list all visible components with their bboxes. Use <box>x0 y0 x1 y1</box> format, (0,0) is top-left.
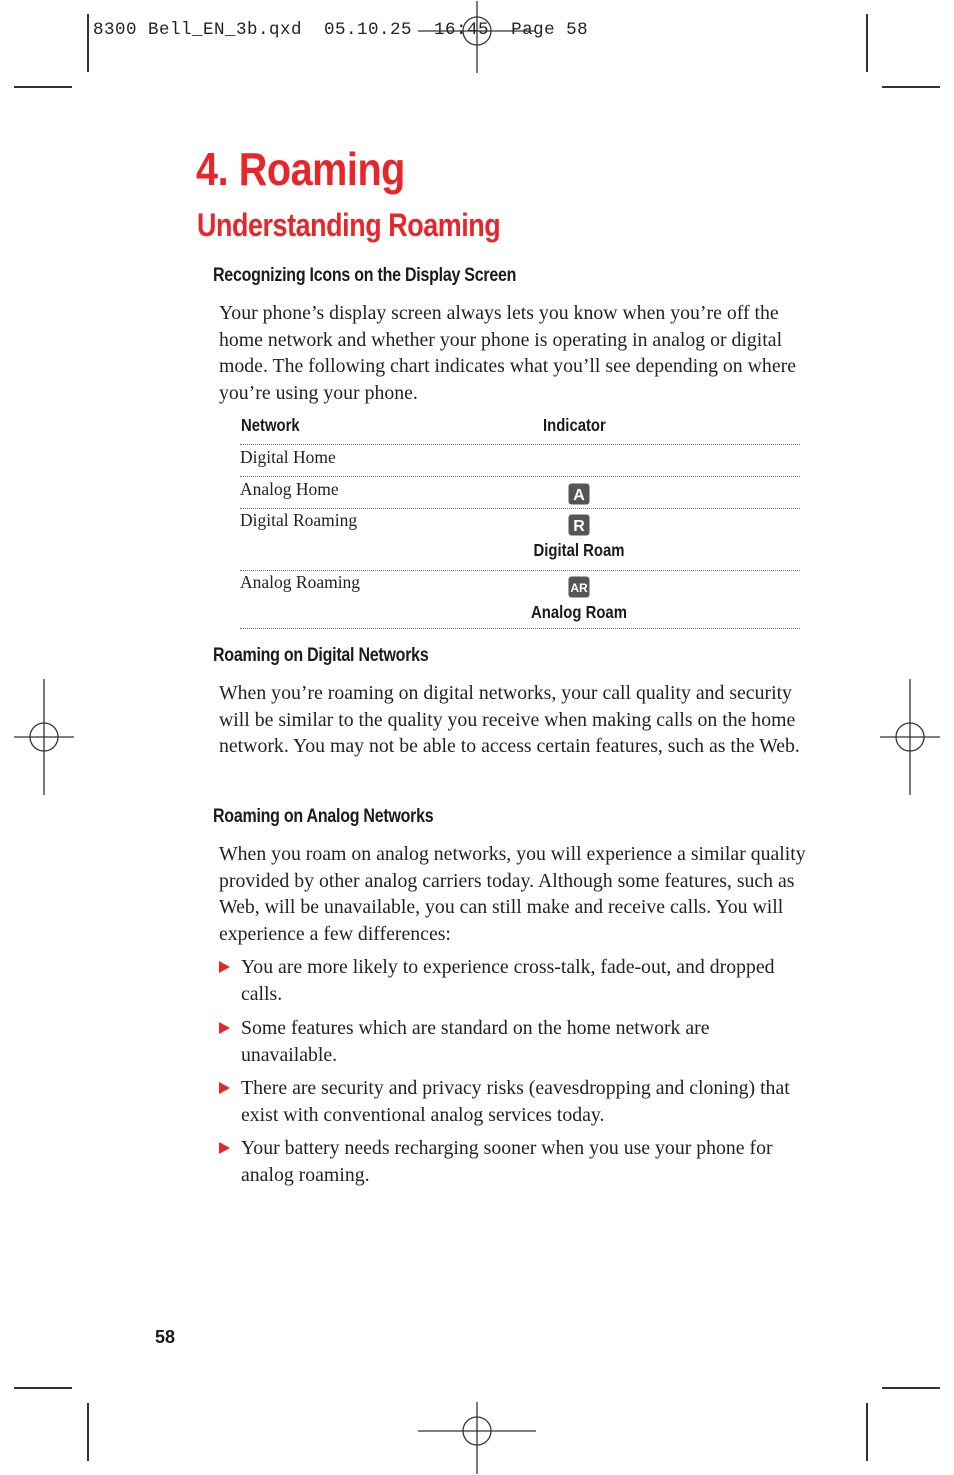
chapter-title: 4. Roaming <box>196 143 405 195</box>
table-header-indicator: Indicator <box>543 415 606 435</box>
table-cell-network: Digital Home <box>240 447 336 467</box>
table-header-network: Network <box>241 415 300 435</box>
print-slug: 8300 Bell_EN_3b.qxd 05.10.25 16:45 Page 58 <box>93 20 589 40</box>
list-item: Your battery needs recharging sooner when you use your phone for analog roaming. <box>219 1135 799 1188</box>
bullet-arrow-icon <box>219 1022 230 1034</box>
table-divider <box>240 476 800 477</box>
svg-text:AR: AR <box>570 581 588 595</box>
subheading-analog-networks: Roaming on Analog Networks <box>213 805 434 827</box>
list-item: Some features which are standard on the home network are unavailable. <box>219 1015 799 1068</box>
crop-mark <box>87 1403 89 1461</box>
table-cell-network: Digital Roaming <box>240 510 358 530</box>
registration-mark-left <box>14 679 74 795</box>
table-cell-network: Analog Home <box>240 479 339 499</box>
crop-mark <box>14 86 72 88</box>
roaming-r-icon <box>568 514 590 536</box>
list-item: You are more likely to experience cross-talk, fade-out, and dropped calls. <box>219 954 799 1007</box>
subheading-digital-networks: Roaming on Digital Networks <box>213 644 429 666</box>
registration-mark-bottom <box>418 1402 536 1474</box>
table-divider <box>240 570 800 571</box>
crop-mark <box>866 14 868 72</box>
crop-mark <box>866 1403 868 1461</box>
crop-mark <box>87 14 89 72</box>
svg-text:R: R <box>573 518 585 535</box>
list-item: There are security and privacy risks (eavesdropping and cloning) that exist with conventional analog services today. <box>219 1075 799 1128</box>
crop-mark <box>882 86 940 88</box>
table-cell-network: Analog Roaming <box>240 572 361 592</box>
table-cell-indicator-label: Analog Roam <box>531 602 627 622</box>
crop-mark <box>882 1387 940 1389</box>
registration-mark-right <box>880 679 940 795</box>
svg-text:A: A <box>573 487 585 504</box>
crop-mark <box>14 1387 72 1389</box>
paragraph-digital-networks: When you’re roaming on digital networks, your call quality and security will be similar to the quality you receive when making calls on the home network. You may not be able to access certain features, such as the Web. <box>219 682 800 758</box>
bullet-arrow-icon <box>219 1082 230 1094</box>
analog-a-icon <box>568 483 590 505</box>
bullet-arrow-icon <box>219 961 230 973</box>
registration-mark-top <box>418 1 536 73</box>
paragraph-recognizing-icons: Your phone’s display screen always lets you know when you’re off the home network and whether your phone is operating in analog or digital mode. The following chart indicates what you’ll see depending on where you’re using your phone. <box>219 302 796 404</box>
subheading-recognizing-icons: Recognizing Icons on the Display Screen <box>213 264 517 286</box>
section-title: Understanding Roaming <box>197 207 501 243</box>
table-divider <box>240 444 800 445</box>
paragraph-analog-networks: When you roam on analog networks, you will experience a similar quality provided by other analog carriers today. Although some features, such as Web, will be unavailable, you can still make and receive calls. You will experience a few differences: <box>219 843 806 945</box>
table-divider <box>240 628 800 629</box>
analog-roaming-ar-icon <box>568 576 590 598</box>
bullet-arrow-icon <box>219 1142 230 1154</box>
table-cell-indicator-label: Digital Roam <box>533 540 625 560</box>
page-number: 58 <box>155 1327 176 1347</box>
table-divider <box>240 508 800 509</box>
